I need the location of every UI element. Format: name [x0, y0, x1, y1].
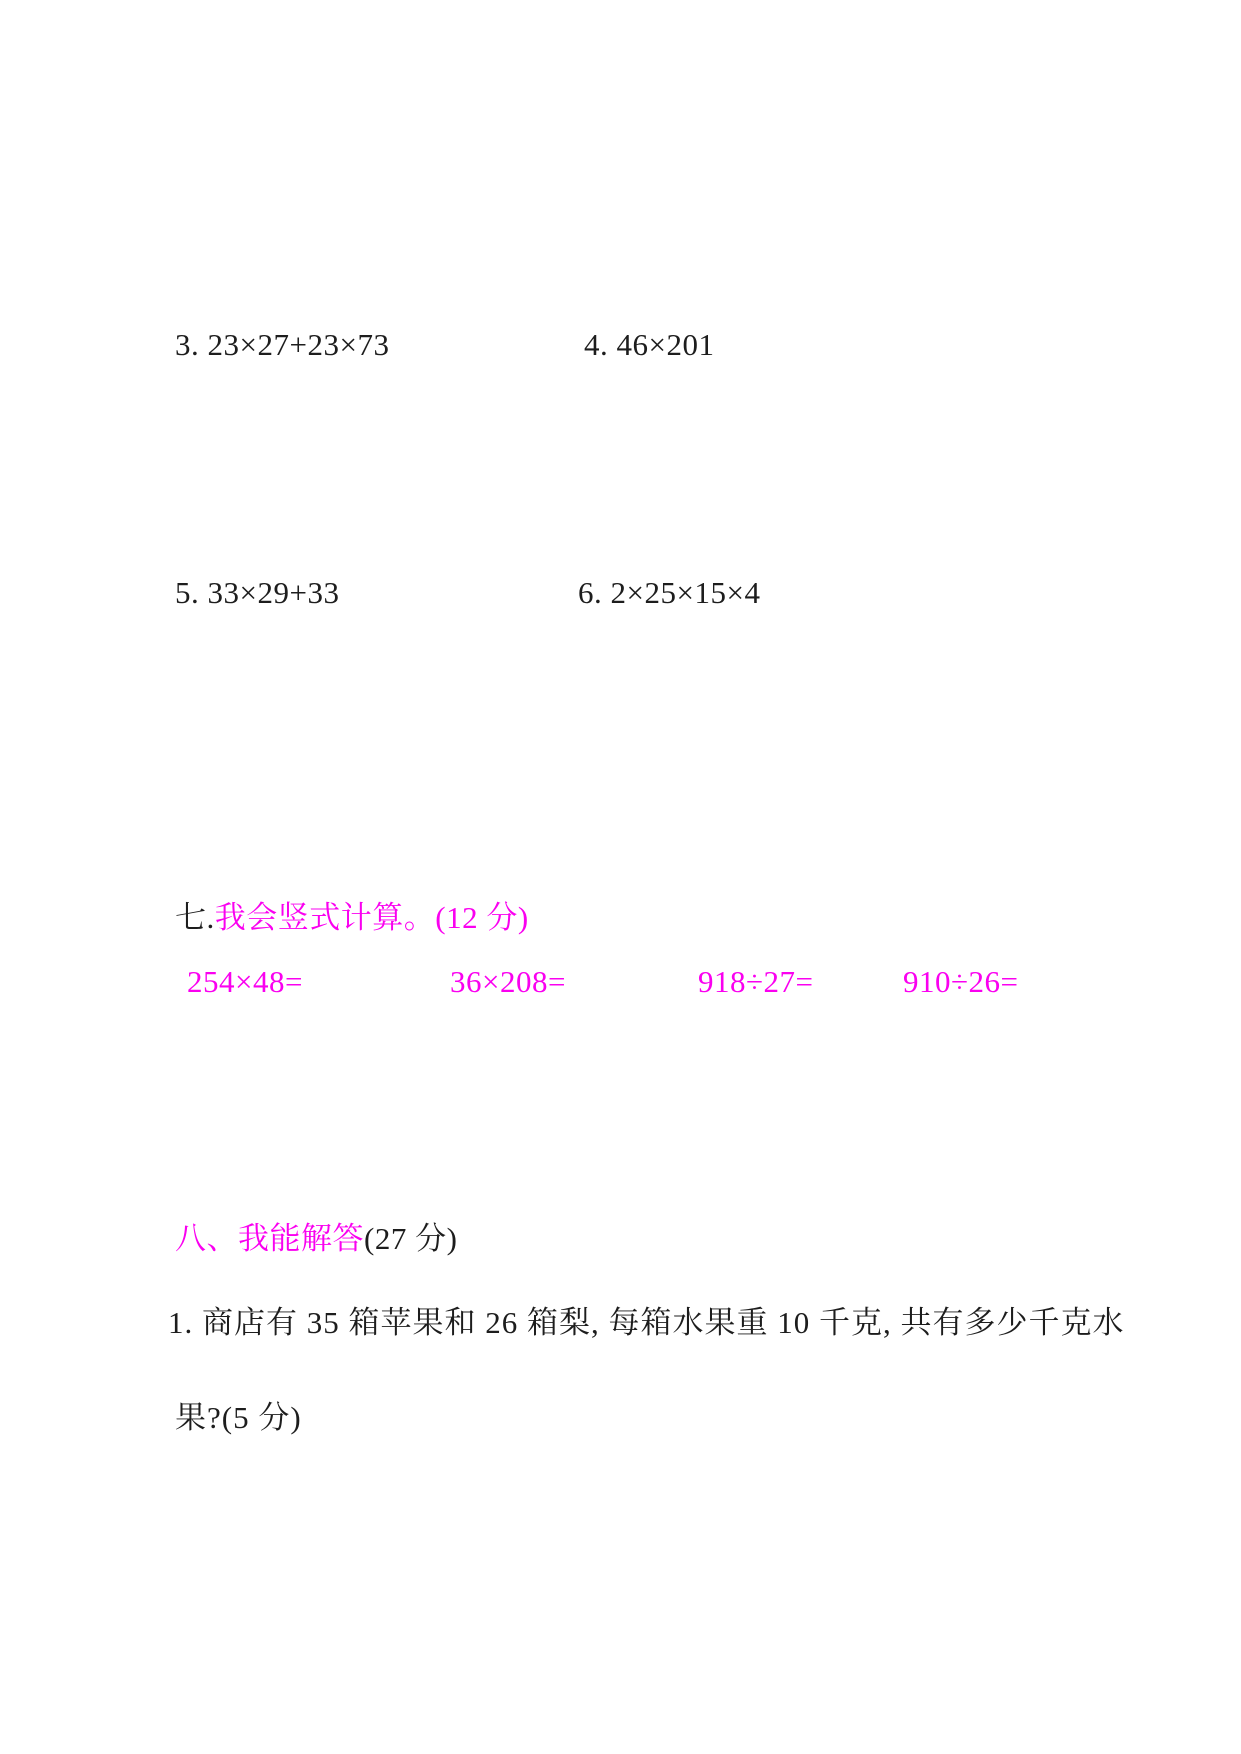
vertical-calc-problem-1: 254×48=: [187, 964, 303, 999]
section-seven-heading: [175, 898, 529, 938]
word-problem-line1: 1. 商店有 35 箱苹果和 26 箱梨, 每箱水果重 10 千克, 共有多少千克水: [168, 1305, 1125, 1340]
section-eight-title: 八、我能解答: [175, 1221, 364, 1256]
vertical-calc-problem-4: 910÷26=: [903, 964, 1019, 999]
vertical-calc-problem-3: 918÷27=: [698, 964, 814, 999]
section-seven-number: 七.: [175, 900, 215, 935]
vertical-calc-problem-2: 36×208=: [450, 964, 566, 999]
simplify-problem-6: 6. 2×25×15×4: [578, 575, 761, 610]
simplify-problem-5: 5. 33×29+33: [175, 575, 340, 610]
word-problem-line2: 果?(5 分): [175, 1400, 302, 1435]
simplify-problem-3: 3. 23×27+23×73: [175, 327, 390, 362]
section-seven-title: 我会竖式计算。(12 分): [214, 900, 529, 935]
simplify-problem-4: 4. 46×201: [584, 327, 715, 362]
section-eight-points: (27 分): [364, 1221, 458, 1256]
section-eight-heading: [175, 1219, 457, 1259]
